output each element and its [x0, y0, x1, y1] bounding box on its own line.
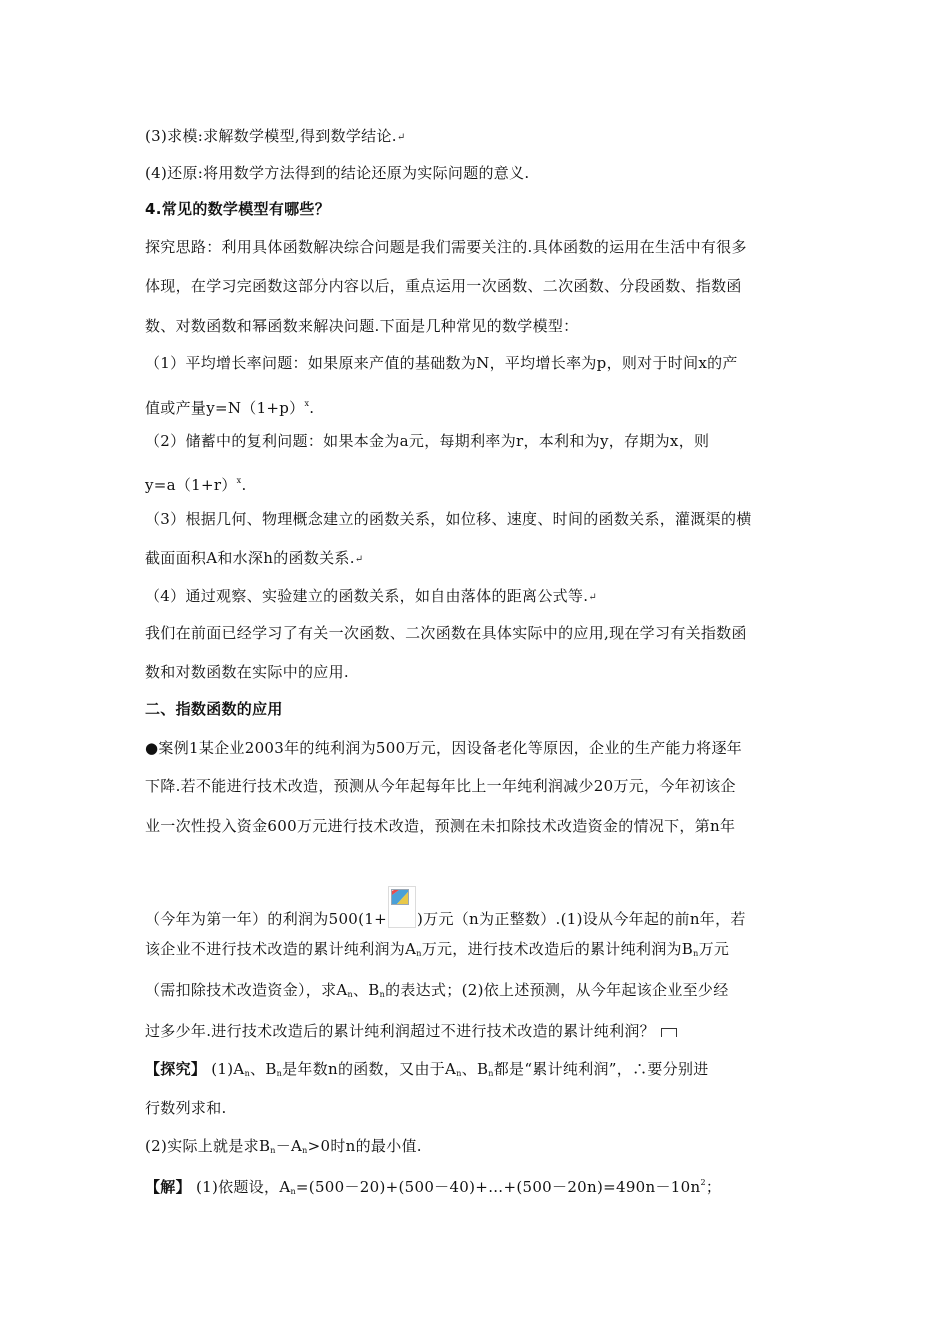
- text-line-case-1e: 该企业不进行技术改造的累计纯利润为$A_n$万元，进行技术改造后的累计纯利润为$B_n$万元: [145, 940, 730, 958]
- text-line-exploration-2: 体现，在学习完函数这部分内容以后，重点运用一次函数、二次函数、分段函数、指数函: [145, 277, 742, 295]
- text-line-model-3b: 截面面积A和水深h的函数关系.↵: [145, 549, 364, 567]
- text-line-exploration-answer-2: 行数列求和.: [145, 1099, 227, 1117]
- text-line-model-3a: （3）根据几何、物理概念建立的函数关系，如位移、速度、时间的函数关系，灌溉渠的横: [145, 510, 752, 528]
- bracket-mark-icon: [661, 1028, 677, 1037]
- section-heading-exponential-application: 二、指数函数的应用: [145, 700, 283, 718]
- paragraph-mark-icon: ↵: [396, 132, 406, 143]
- paragraph-mark-icon: ↵: [588, 592, 598, 603]
- paragraph-mark-icon: ↵: [354, 554, 364, 565]
- section-heading-common-models: 4.常见的数学模型有哪些？: [145, 200, 331, 218]
- text-line-exploration-3: 数、对数函数和幂函数来解决问题.下面是几种常见的数学模型：: [145, 317, 579, 335]
- text-line-exploration-1: 探究思路：利用具体函数解决综合问题是我们需要关注的.具体函数的运用在生活中有很多: [145, 238, 747, 256]
- text-line-model-2a: （2）储蓄中的复利问题：如果本金为a元，每期利率为r，本利和为y，存期为x，则: [145, 432, 710, 450]
- broken-image-icon: [388, 886, 416, 928]
- text-line-case-1f: （需扣除技术改造资金），求$A_n$、$B_n$的表达式；(2)依上述预测，从今年起该企业至少经: [145, 981, 729, 999]
- text-line-case-1c: 业一次性投入资金600万元进行技术改造，预测在未扣除技术改造资金的情况下，第n年: [145, 817, 736, 835]
- text-line-model-2b: $y=a(1+r)^x$.: [145, 476, 247, 494]
- text-line-case-1g: 过多少年.进行技术改造后的累计纯利润超过不进行技术改造的累计纯利润？: [145, 1021, 810, 1041]
- text-line-intro-1: 我们在前面已经学习了有关一次函数、二次函数在具体实际中的应用,现在学习有关指数函: [145, 624, 747, 642]
- text-line-model-restore: (4)还原:将用数学方法得到的结论还原为实际问题的意义.: [145, 164, 530, 182]
- text-line-solution-1: 【解】 (1)依题设，$A_n=(500-20)+(500-40)+\dots+(500-20n)=490n-10n^2$；: [145, 1178, 722, 1196]
- text-line-model-1a: （1）平均增长率问题：如果原来产值的基础数为N，平均增长率为p，则对于时间x的产: [145, 354, 738, 372]
- text-line-case-1a: ●案例1某企业2003年的纯利润为500万元，因设备老化等原因，企业的生产能力将逐年: [145, 739, 743, 757]
- text-line-model-1b: 值或产量$y=N(1+p)^x$.: [145, 399, 315, 417]
- text-line-model-4: （4）通过观察、实验建立的函数关系，如自由落体的距离公式等.↵: [145, 587, 598, 605]
- text-line-exploration-answer-3: (2)实际上就是求$B_n-A_n>0$时n的最小值.: [145, 1137, 422, 1155]
- text-line-intro-2: 数和对数函数在实际中的应用.: [145, 663, 349, 681]
- image-placeholder-icon: [391, 889, 409, 905]
- text-line-case-1d: （今年为第一年）的利润为500(1+ )万元（n为正整数）.(1)设从今年起的前n年，若: [145, 886, 810, 929]
- text-line-model-solve: (3)求模:求解数学模型,得到数学结论.↵: [145, 127, 406, 145]
- text-line-case-1b: 下降.若不能进行技术改造，预测从今年起每年比上一年纯利润减少20万元，今年初该企: [145, 777, 736, 795]
- text-line-exploration-answer-1: 【探究】 $(1)A_n$、$B_n$是年数n的函数，又由于$A_n$、$B_n$都是“累计纯利润”，∴要分别进: [145, 1060, 709, 1078]
